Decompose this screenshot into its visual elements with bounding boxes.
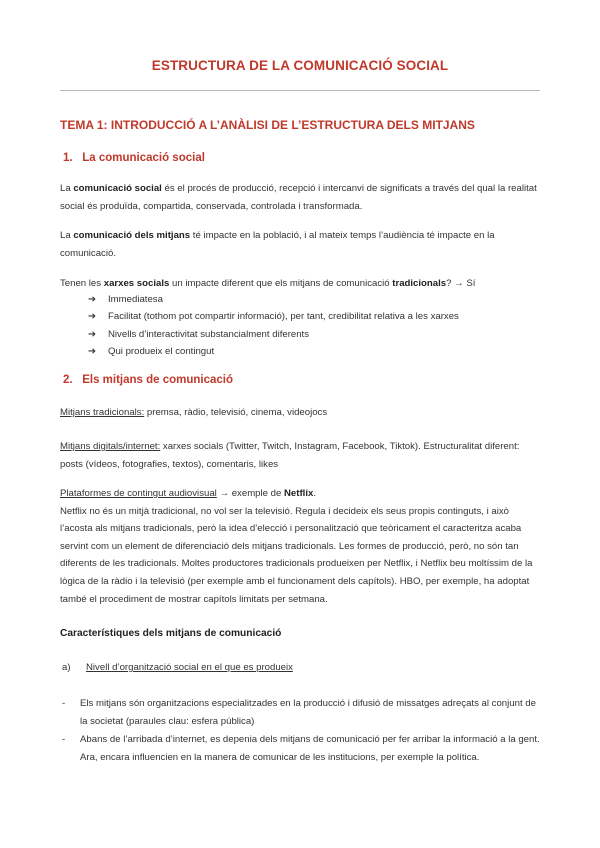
section-1-number: 1. (63, 152, 73, 164)
platforms-heading-line (60, 485, 542, 503)
paragraph-social-networks-question (60, 275, 542, 293)
p3-post: ? → Sí (446, 278, 476, 289)
list-item (88, 326, 459, 343)
differences-list (88, 291, 459, 361)
dash-list-item (60, 695, 540, 730)
platforms-end: . (313, 488, 316, 499)
list-item-text: Qui produeix el contingut (108, 346, 215, 358)
section-2-title: Els mitjans de comunicació (82, 374, 234, 386)
characteristics-heading: Característiques dels mitjans de comunicació (60, 628, 282, 639)
dash-marker: - (62, 734, 66, 745)
p3-mid: un impacte diferent que els mitjans de comunicació (169, 278, 393, 289)
section-1-heading (60, 152, 205, 164)
p1-pre: La (60, 183, 74, 194)
term-media-communication: comunicació dels mitjans (73, 230, 191, 241)
label-digital-media: Mitjans digitals/internet: (60, 441, 161, 452)
paragraph-media-communication (60, 227, 542, 262)
label-platforms: Plataformes de contingut audiovisual (60, 488, 217, 499)
paragraph-social-communication (60, 180, 542, 215)
list-item (88, 343, 459, 360)
topic-title: TEMA 1: INTRODUCCIÓ A L’ANÀLISI DE L’ESTRUCTURA DELS MITJANS (60, 118, 475, 132)
list-item-text: Facilitat (tothom pot compartir informació), per tant, credibilitat relativa a les xarxes (108, 311, 459, 323)
p2-pre: La (60, 230, 74, 241)
paragraph-traditional-media (60, 404, 542, 422)
arrow-icon: ➔ (88, 311, 97, 323)
term-social-networks: xarxes socials (103, 278, 170, 289)
section-2-heading (60, 374, 233, 386)
list-item-text: Immediatesa (108, 294, 163, 305)
p1-post: és el procés de producció, recepció i intercanvi de significats a través del qual la realitat social és produïda, compartida, conservada, controlada i transformada. (60, 183, 537, 212)
characteristic-a-text: Nivell d’organització social en el que es produeix (86, 662, 293, 673)
section-2-number: 2. (63, 374, 73, 386)
dash-list-item (60, 731, 540, 766)
traditional-media-text: premsa, ràdio, televisió, cinema, videojocs (144, 407, 328, 418)
term-social-communication: comunicació social (73, 183, 162, 194)
p3-pre: Tenen les (60, 278, 104, 289)
document-title: ESTRUCTURA DE LA COMUNICACIÓ SOCIAL (151, 58, 449, 73)
arrow-icon: ➔ (88, 294, 97, 305)
list-item-text: Nivells d’interactivitat substancialment diferents (108, 328, 310, 340)
dash-item-text: Abans de l’arribada d’internet, es depenia dels mitjans de comunicació per fer arribar la informació a la gent. Ara, encara influencien en la manera de comunicar de les institucions, per exemple la política. (80, 734, 540, 763)
section-1-title: La comunicació social (82, 152, 205, 164)
platforms-mid: → exemple de (216, 488, 284, 499)
list-item (88, 291, 459, 308)
arrow-icon: ➔ (88, 346, 97, 358)
characteristic-a-marker: a) (62, 662, 71, 673)
digital-media-text: xarxes socials (Twitter, Twitch, Instagram, Facebook, Tiktok). Estructuralitat diferent: posts (vídeos, fotografies, textos), comentaris, likes (60, 441, 520, 470)
list-item (88, 308, 459, 325)
term-traditional: tradicionals (392, 278, 447, 289)
p2-post: té impacte en la població, i al mateix temps l’audiència té impacte en la comunicació. (60, 230, 495, 259)
dash-item-text: Els mitjans són organitzacions especialitzades en la producció i difusió de missatges adreçats al conjunt de la societat (paraules clau: esfera pública) (80, 698, 536, 727)
dash-marker: - (62, 698, 66, 709)
label-traditional-media: Mitjans tradicionals: (60, 407, 145, 418)
platforms-body: Netflix no és un mitjà tradicional, no vol ser la televisió. Regula i decideix els seus propis continguts, i això l’acosta als mitjans tradicionals, però la idea d’elecció i personalització que teòricament el caracteritza acaba servint com un element de diferenciació dels mitjans tradicionals. Les formes de producció, però, no són tan diferents de les tradicionals. Moltes productores tradicionals produeixen per Netflix, i Netflix beu moltíssim de la lògica de la ràdio i la televisió (per exemple amb el funcionament dels capítols). HBO, per exemple, ha adoptat també el procediment de mostrar capítols limitats per setmana. (60, 505, 533, 605)
paragraph-digital-media (60, 438, 542, 473)
title-divider (60, 90, 540, 91)
arrow-icon: ➔ (88, 328, 97, 340)
characteristic-a (60, 662, 293, 673)
term-netflix: Netflix (284, 488, 314, 499)
paragraph-platforms (60, 485, 542, 608)
